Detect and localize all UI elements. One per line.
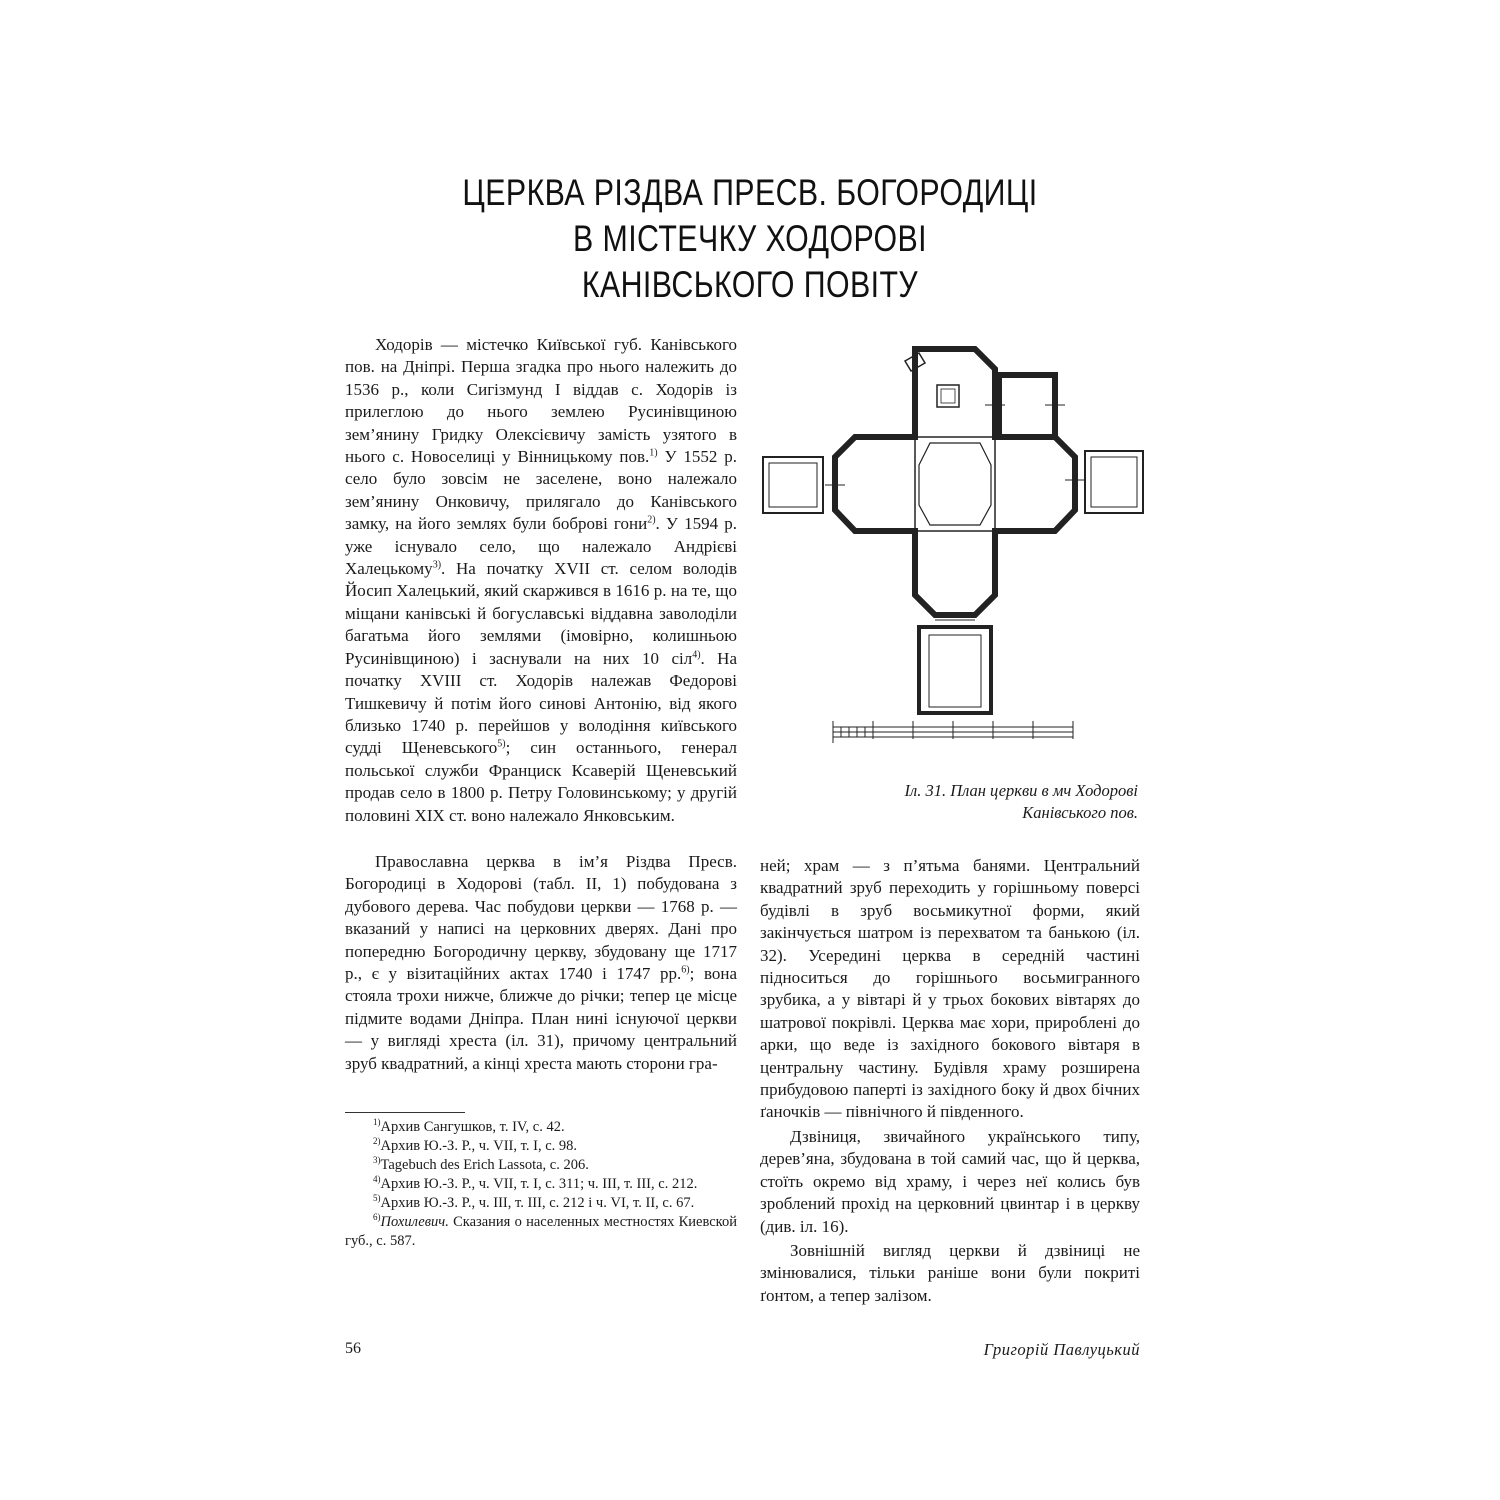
footnote: $^{1)}$Архив Сангушков, т. IV, с. 42. (373, 1117, 565, 1135)
page-number: 56 (345, 1340, 361, 1357)
footnote: $^{5)}$Архив Ю.-З. Р., ч. III, т. III, с. 212 і ч. VI, т. II, с. 67. (373, 1193, 695, 1211)
chapter-title-line: В МІСТЕЧКУ ХОДОРОВІ (573, 218, 927, 259)
caption-line: Іл. 31. План церкви в мч Ходорові (904, 781, 1138, 800)
figure-caption (760, 780, 1138, 824)
footnote-ref: 3) (432, 559, 442, 571)
footnote-ref: 6) (681, 964, 690, 976)
caption-line: Канівського пов. (1022, 803, 1138, 822)
paragraph-continuation: ней; храм — з п’ятьма банями. Центральний квадратний зруб переходить у горішньому поверсі будівлі в зруб восьмикутної форми, який закінчується шатром із перехватом та банькою (іл. 32). Усередині церква в середній частині підноситься до горішнього восьмигранного зрубика, а у вівтарі й у трьох бокових вівтарях до шатрової покрівлі. Церква має хори, приробленi до арки, що веде із західного бокового вівтаря в центральну частину. Будівля храму розширена прибудовою паперті із західного боку й двох бічних ґаночків — північного й південного. (760, 856, 1140, 1122)
plan-octagon (919, 443, 991, 525)
paragraph-church: Православна церква в ім’я Різдва Пресв. Богородиці в Ходорові (табл. II, 1) побудована з дубового дерева. Час побудови церкви — 1768 р. — вказаний у написі на церковних дверях. Дані про попередню Богородичну церкву, збудовану ще 1717 р., є у візитаційних актах 1740 і 1747 рр.$^{6)}$; вона стояла трохи нижче, ближче до річки; тепер це місце підмите водами Дніпра. План нині існуючої церкви — у вигляді хреста (іл. 31), причому центральний зруб квадратний, а кінці хреста мають сторони гра- (345, 852, 737, 1073)
plan-north-porch (763, 457, 823, 513)
footnote-ref: 5) (497, 738, 506, 750)
plan-west-porch (919, 627, 991, 713)
footnote: $^{2)}$Архив Ю.-З. Р., ч. VII, т. I, с. 98. (373, 1136, 578, 1154)
paragraph-history: Ходорів — містечко Київської губ. Канівського пов. на Дніпрі. Перша згадка про нього належить до 1536 р., коли Сигізмунд I віддав с. Ходорів із прилеглою до нього землею Русинівщиною зем’янину Гридку Олексієвичу замість узятого в нього с. Новоселиці у Вінницькому пов.$^{1)}$ У 1552 р. село було зовсім не заселене, воно належало зем’янину Онковичу, прилягало до Канівського замку, на його землях були боброві гони$^{2)}$. У 1594 р. уже існувало село, що належало Андрієві Халецькому$^{3)}$. На початку XVII ст. селом володів Йосип Халецький, який скаржився в 1616 р. на те, що міщани канівські й богуславські віддавна заволоділи багатьма його землями (імовірно, колишньою Русинівщиною) і заснували на них 10 сіл$^{4)}$. На початку XVIII ст. Ходорів належав Федорові Тишкевичу й потім його синові Антонію, від якого близько 1740 р. перейшов у володіння київського судді Щеневського$^{5)}$; син останнього, генерал польської служби Франциск Ксаверій Щеневський продав село в 1800 р. Петру Головинському; у другій половині XIX ст. воно належало Янковським. (345, 335, 738, 825)
footnote: $^{4)}$Архив Ю.-З. Р., ч. VII, т. I, с. 311; ч. III, т. III, с. 212. (373, 1174, 698, 1192)
footnote-ref: 1) (649, 447, 658, 459)
paragraph-bell-tower: Дзвіниця, звичайного українського типу, дерев’яна, збудована в той самий час, що й церква, стоїть окремо від храму, і через неї колись був зроблений прохід на церковний цвинтар і в церкву (див. іл. 16). (760, 1126, 1140, 1236)
plan-sacristy (999, 375, 1055, 437)
chapter-title-line: КАНІВСЬКОГО ПОВІТУ (581, 264, 919, 305)
paragraph-exterior: Зовнішній вигляд церкви й дзвіниці не змінювалися, тільки раніше вони були покриті ґонтом, а тепер залізом. (760, 1240, 1140, 1305)
footnotes (345, 1118, 737, 1251)
running-footer-author: Григорій Павлуцький (983, 1340, 1140, 1359)
chapter-title-line: ЦЕРКВА РІЗДВА ПРЕСВ. БОГОРОДИЦІ (462, 172, 1038, 213)
footnote: $^{6)}$Похилевич. Сказания о населенных местностях Киевской губ., с. 587. (345, 1212, 737, 1249)
paragraph-church-continued (760, 855, 1140, 1307)
plan-scale-bar (833, 721, 1073, 743)
plan-altar (937, 385, 959, 407)
chapter-title (414, 170, 1086, 308)
plan-central-square (915, 437, 995, 531)
footnote-rule (345, 1112, 465, 1113)
church-floor-plan (755, 335, 1145, 775)
plan-south-porch (1085, 451, 1143, 513)
footnote: $^{3)}$Tagebuch des Erich Lassota, c. 206. (373, 1155, 589, 1173)
footnote-ref: 2) (647, 514, 656, 526)
footnote-ref: 4) (692, 649, 701, 661)
